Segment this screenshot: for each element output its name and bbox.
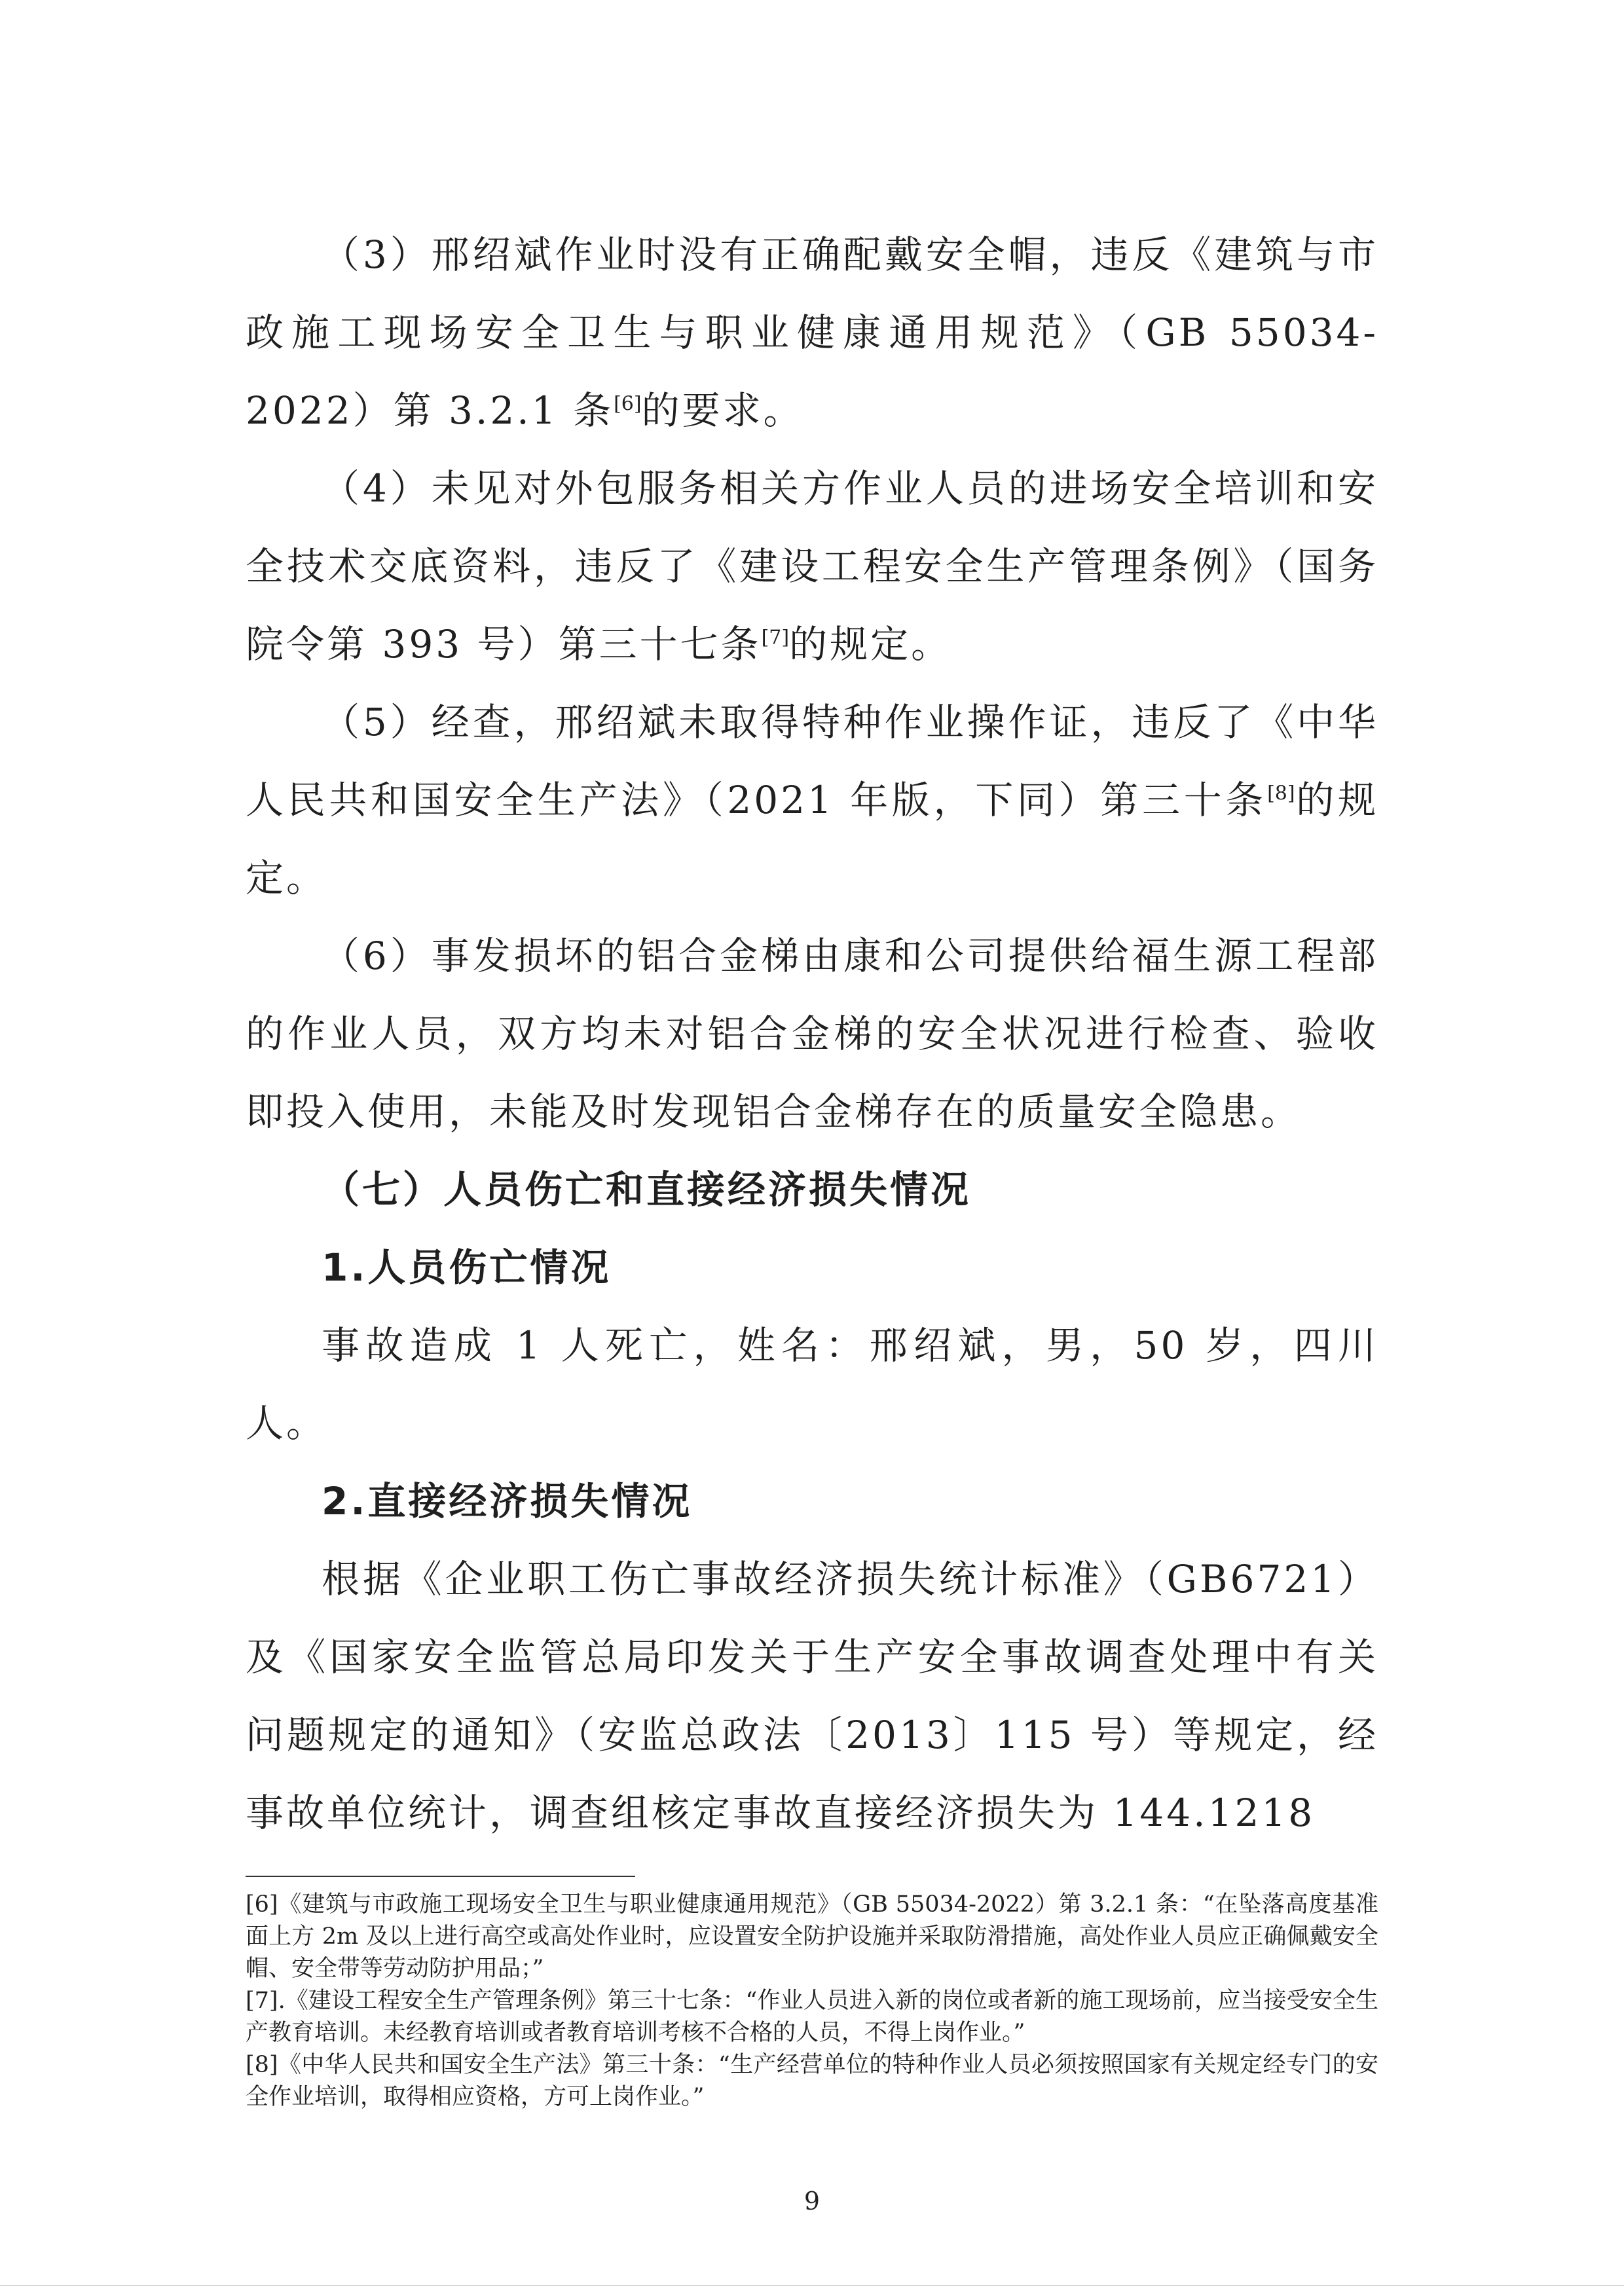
subheading-economic-loss: 2.直接经济损失情况 — [322, 1479, 693, 1523]
section-heading: （七）人员伤亡和直接经济损失情况 — [322, 1167, 972, 1212]
page-number: 9 — [803, 2187, 821, 2215]
footnote-ref-6[interactable]: [6] — [614, 392, 642, 416]
footnote-ref-8[interactable]: [8] — [1267, 782, 1295, 805]
paragraph-item-3 — [246, 216, 1378, 450]
paragraph-text-end: 的规定。 — [789, 622, 952, 666]
footnotes — [246, 1889, 1378, 2113]
paragraph-item-4 — [246, 450, 1378, 683]
scan-edge-line — [0, 2285, 1624, 2286]
footnote-7: [7].《建设工程安全生产管理条例》第三十七条：“作业人员进入新的岗位或者新的施工现场前，应当接受安全生产教育培训。未经教育培训或者教育培训考核不合格的人员，不得上岗作业。” — [246, 1988, 1378, 2046]
paragraph-text: （4）未见对外包服务相关方作业人员的进场安全培训和安全技术交底资料，违反了《建设工程安全生产管理条例》（国务院令第 393 号）第三十七条 — [246, 466, 1378, 666]
casualties-text: 事故造成 1 人死亡，姓名：邢绍斌，男，50 岁，四川人。 — [246, 1323, 1378, 1446]
body-text — [246, 216, 1378, 1852]
footnote-ref-7[interactable]: [7] — [761, 626, 790, 649]
footnote-6: [6]《建筑与市政施工现场安全卫生与职业健康通用规范》（GB 55034-2022）第 3.2.1 条：“在坠落高度基准面上方 2m 及以上进行高空或高处作业时，应设置安全防护设施并采取防滑措施，高处作业人员应正确佩戴安全帽、安全带等劳动防护用品；” — [246, 1891, 1378, 1982]
footnote-8: [8]《中华人民共和国安全生产法》第三十条：“生产经营单位的特种作业人员必须按照国家有关规定经专门的安全作业培训，取得相应资格，方可上岗作业。” — [246, 2052, 1378, 2110]
economic-loss-text: 根据《企业职工伤亡事故经济损失统计标准》（GB6721）及《国家安全监管总局印发关于生产安全事故调查处理中有关问题规定的通知》（安监总政法〔2013〕115 号）等规定，经事故单位统计，调查组核定事故直接经济损失为 144.1218 — [246, 1557, 1378, 1835]
paragraph-text: （5）经查，邢绍斌未取得特种作业操作证，违反了《中华人民共和国安全生产法》（2021 年版，下同）第三十条 — [246, 700, 1378, 822]
subheading-casualties: 1.人员伤亡情况 — [322, 1245, 612, 1290]
footnote-divider — [246, 1876, 635, 1877]
paragraph-item-6: （6）事发损坏的铝合金梯由康和公司提供给福生源工程部的作业人员，双方均未对铝合金梯的安全状况进行检查、验收即投入使用，未能及时发现铝合金梯存在的质量安全隐患。 — [246, 934, 1378, 1134]
paragraph-text-end: 的规定。 — [246, 778, 1378, 900]
paragraph-text-end: 的要求。 — [641, 388, 804, 433]
paragraph-text: （3）邢绍斌作业时没有正确配戴安全帽，违反《建筑与市政施工现场安全卫生与职业健康通用规范》（GB 55034-2022）第 3.2.1 条 — [246, 232, 1378, 433]
paragraph-item-5 — [246, 683, 1378, 917]
